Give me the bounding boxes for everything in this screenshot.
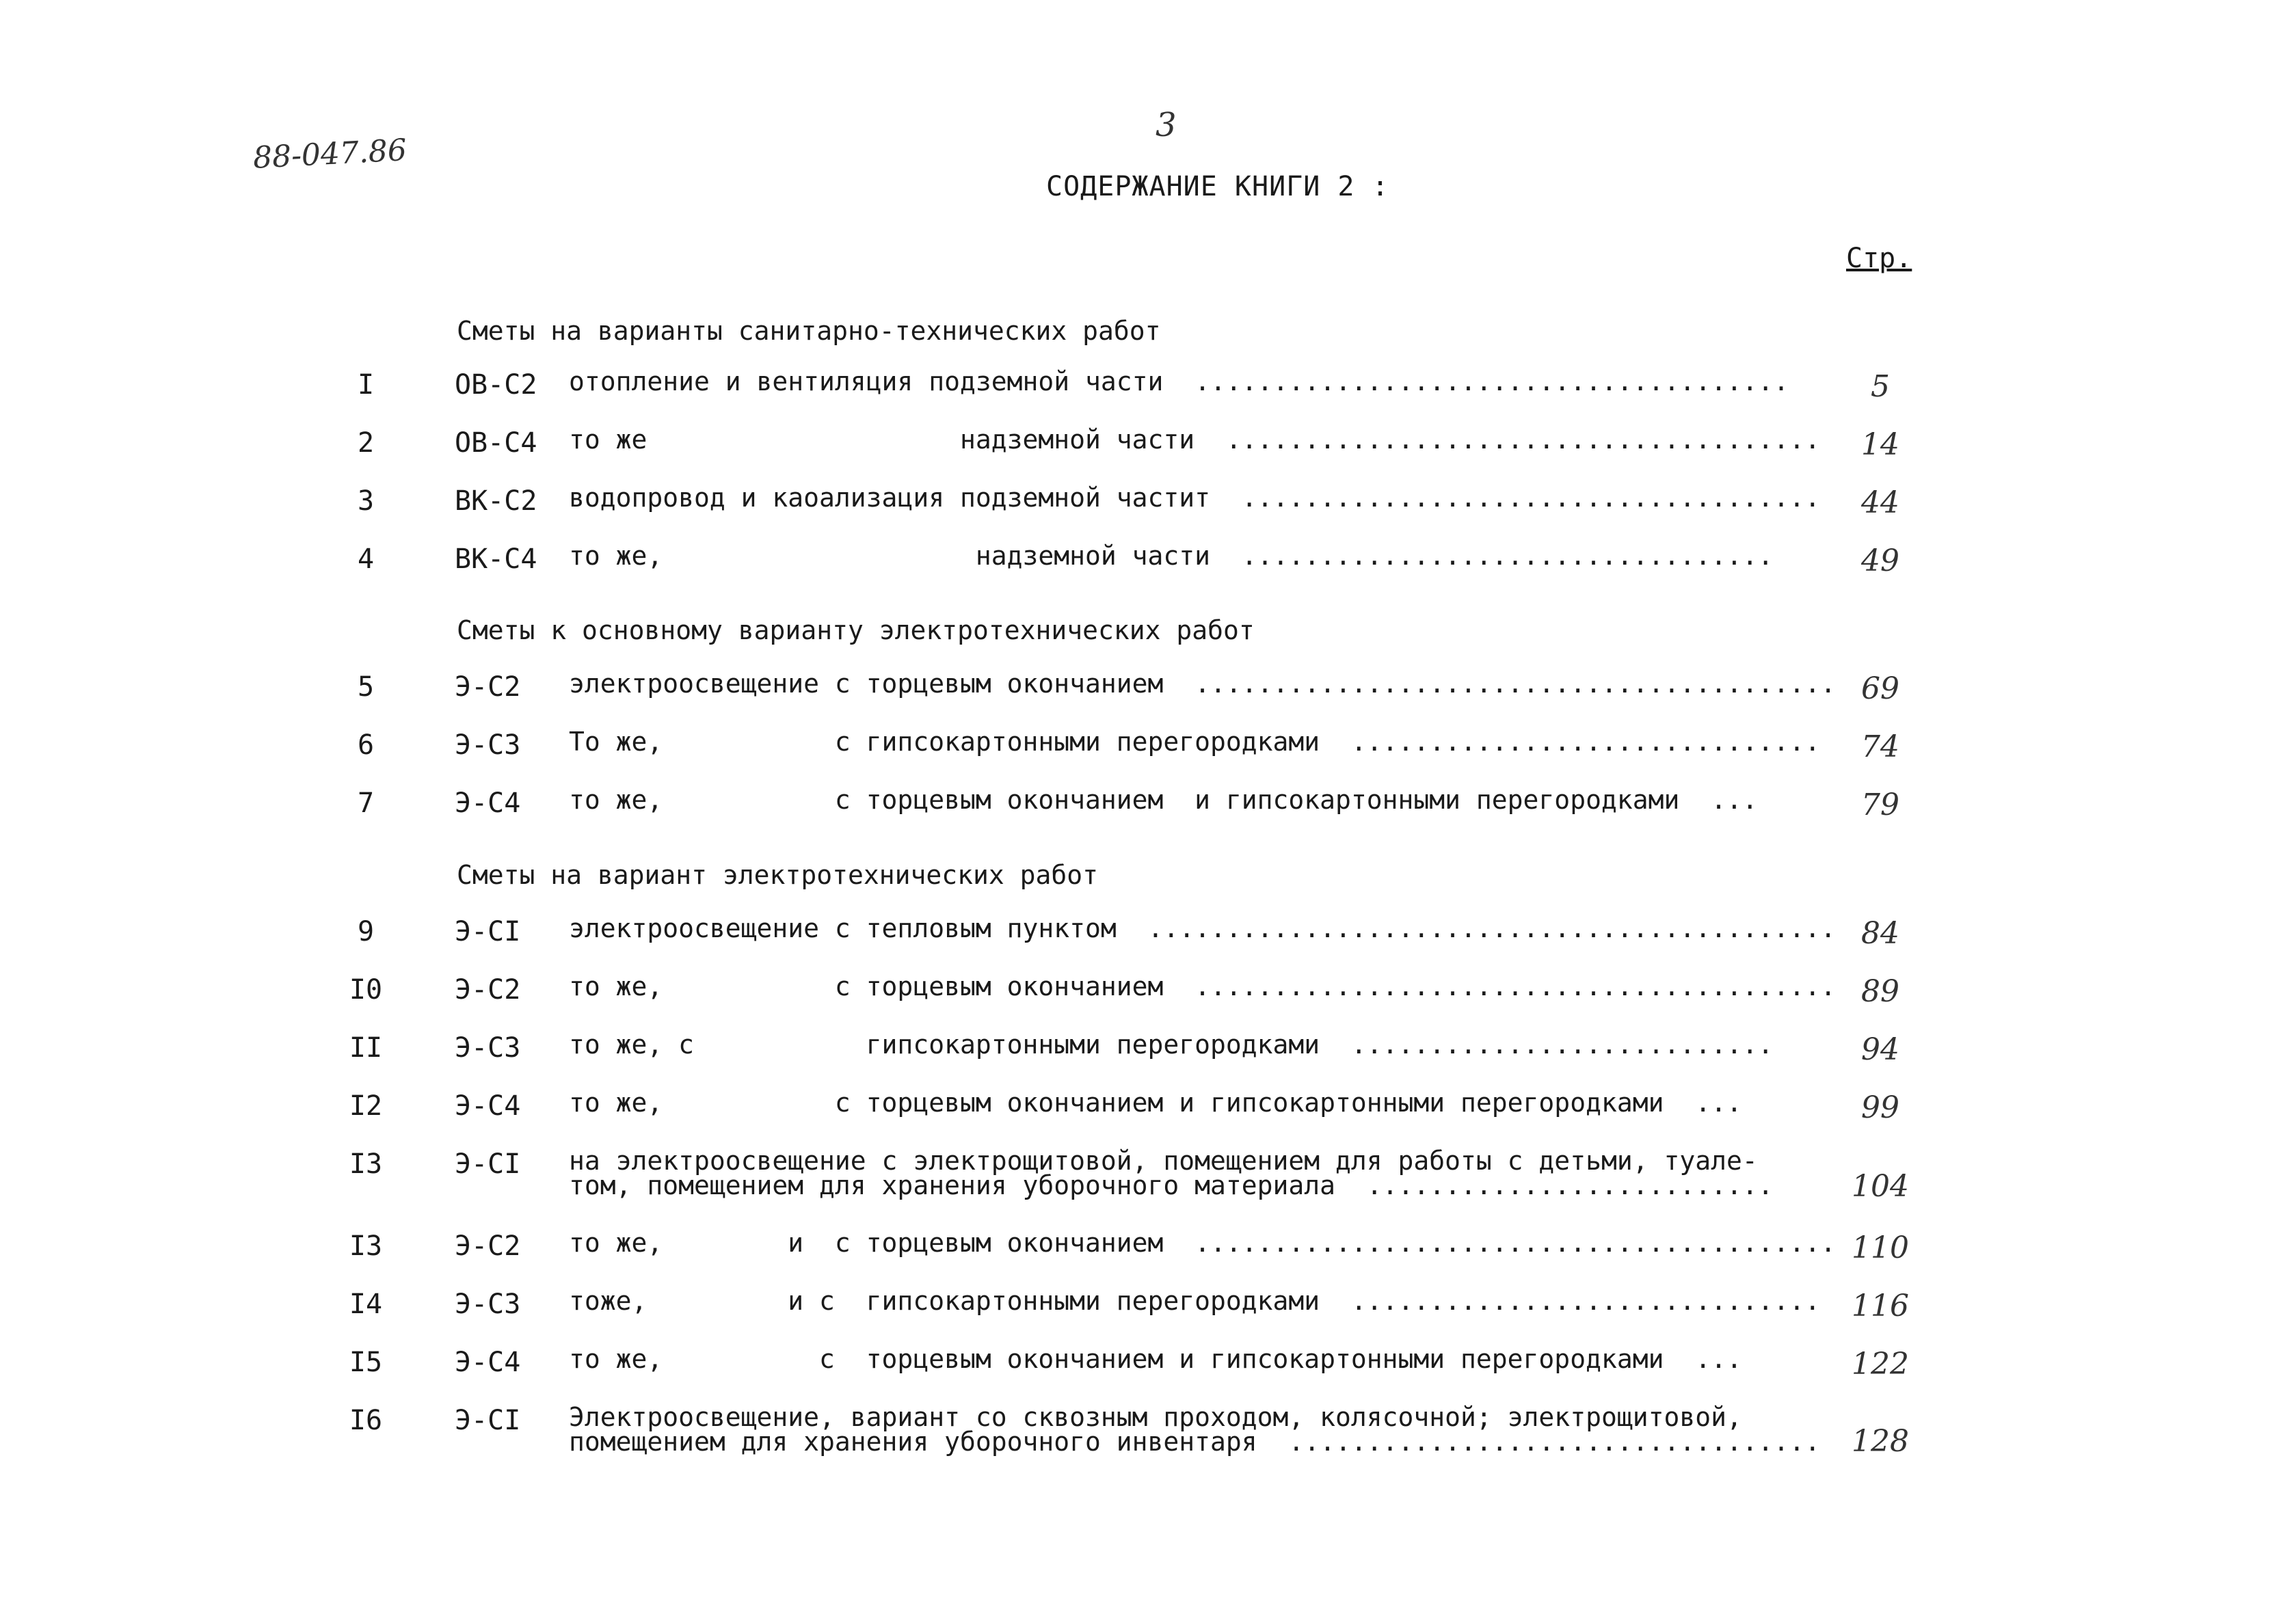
entry-page: 5 — [1871, 369, 1890, 404]
toc-row — [0, 1146, 2296, 1204]
section-heading: Сметы к основному варианту электротехнических работ — [457, 615, 1255, 645]
entry-number: II — [349, 1032, 383, 1064]
entry-description: то же, с торцевым окончанием и гипсокартонными перегородками ... — [569, 1344, 1742, 1374]
entry-page: 99 — [1861, 1090, 1899, 1125]
entry-number: I3 — [349, 1148, 383, 1180]
toc-row — [0, 543, 2296, 584]
toc-row — [0, 366, 2296, 410]
toc-row — [0, 1090, 2296, 1131]
entry-number: I4 — [349, 1289, 383, 1320]
entry-code: Э-С2 — [455, 671, 521, 703]
entry-number: 7 — [357, 787, 375, 819]
entry-number: 3 — [357, 485, 375, 517]
entry-number: I3 — [349, 1230, 383, 1262]
toc-row — [0, 485, 2296, 526]
entry-code: Э-С3 — [455, 729, 521, 761]
entry-page: 79 — [1861, 787, 1899, 822]
entry-description: то же, с гипсокартонными перегородками ........................... — [569, 1029, 1774, 1060]
entry-code: Э-СI — [455, 1148, 521, 1180]
toc-row — [0, 971, 2296, 1015]
entry-page: 49 — [1861, 543, 1899, 578]
entry-code: Э-С4 — [455, 787, 521, 819]
toc-row — [0, 671, 2296, 712]
entry-code: Э-С4 — [455, 1090, 521, 1122]
entry-description: на электроосвещение с электрощитовой, помещением для работы с детьми, туале- том, помещением для хранения уборочного материала .......................... — [569, 1146, 1774, 1200]
entry-description: то же, с торцевым окончанием и гипсокартонными перегородками ... — [569, 1088, 1742, 1118]
toc-row — [0, 427, 2296, 468]
entry-description: то же, с торцевым окончанием и гипсокартонными перегородками ... — [569, 785, 1758, 815]
toc-row — [0, 1286, 2296, 1330]
entry-code: Э-С4 — [455, 1347, 521, 1378]
entry-description: электроосвещение с торцевым окончанием ......................................... — [569, 669, 1837, 699]
toc-row — [0, 1402, 2296, 1459]
entry-code: ВК-С2 — [455, 485, 537, 517]
entry-code: Э-С3 — [455, 1289, 521, 1320]
entry-description: Электроосвещение, вариант со сквозным проходом, колясочной; электрощитовой, помещением для хранения уборочного инвентаря .................................. — [569, 1402, 1821, 1457]
entry-number: 4 — [357, 543, 375, 575]
entry-number: 9 — [357, 916, 375, 947]
entry-description: то же, надземной части .................................. — [569, 541, 1774, 571]
entry-number: 5 — [357, 671, 375, 703]
entry-code: Э-СI — [455, 1405, 521, 1436]
entry-description: То же, с гипсокартонными перегородками .............................. — [569, 727, 1821, 757]
page-column-header: Стр. — [1846, 243, 1912, 274]
entry-page: 69 — [1861, 671, 1899, 706]
entry-number: 6 — [357, 729, 375, 761]
entry-page: 110 — [1852, 1230, 1909, 1265]
page-title: СОДЕРЖАНИЕ КНИГИ 2 : — [1046, 171, 1389, 202]
entry-page: 128 — [1852, 1424, 1909, 1459]
entry-description: водопровод и каоализация подземной частит ..................................... — [569, 483, 1821, 513]
entry-description: то же надземной части ...................................... — [569, 425, 1821, 455]
entry-code: Э-С3 — [455, 1032, 521, 1064]
entry-page: 116 — [1852, 1289, 1909, 1323]
section-heading: Сметы на варианты санитарно-технических работ — [457, 316, 1161, 346]
doc-code: 88-047.86 — [252, 133, 408, 176]
entry-description: тоже, и с гипсокартонными перегородками .............................. — [569, 1286, 1821, 1316]
toc-row — [0, 913, 2296, 957]
entry-number: I2 — [349, 1090, 383, 1122]
entry-page: 94 — [1861, 1032, 1899, 1067]
entry-description: то же, с торцевым окончанием ......................................... — [569, 971, 1837, 1001]
entry-code: ОВ-С2 — [455, 369, 537, 401]
entry-page: 84 — [1861, 916, 1899, 951]
entry-description: отопление и вентиляция подземной части ...................................... — [569, 366, 1789, 396]
section-heading: Сметы на вариант электротехнических работ — [457, 860, 1098, 890]
entry-page: 122 — [1852, 1347, 1909, 1382]
entry-number: I0 — [349, 974, 383, 1006]
toc-row — [0, 1029, 2296, 1073]
entry-number: I5 — [349, 1347, 383, 1378]
entry-code: Э-СI — [455, 916, 521, 947]
entry-code: Э-С2 — [455, 1230, 521, 1262]
entry-number: I — [357, 369, 375, 401]
entry-page: 14 — [1861, 427, 1899, 462]
toc-row — [0, 1344, 2296, 1388]
toc-row — [0, 1230, 2296, 1271]
entry-number: 2 — [357, 427, 375, 459]
page-number: 3 — [1156, 106, 1177, 144]
toc-row — [0, 787, 2296, 829]
entry-description: то же, и с торцевым окончанием ......................................... — [569, 1228, 1837, 1258]
entry-code: ВК-С4 — [455, 543, 537, 575]
entry-code: ОВ-С4 — [455, 427, 537, 459]
entry-page: 89 — [1861, 974, 1899, 1009]
entry-page: 74 — [1861, 729, 1899, 764]
toc-row — [0, 729, 2296, 770]
entry-code: Э-С2 — [455, 974, 521, 1006]
entry-description: электроосвещение с тепловым пунктом ............................................ — [569, 913, 1837, 943]
entry-page: 104 — [1852, 1169, 1909, 1204]
entry-number: I6 — [349, 1405, 383, 1436]
entry-page: 44 — [1861, 485, 1899, 520]
